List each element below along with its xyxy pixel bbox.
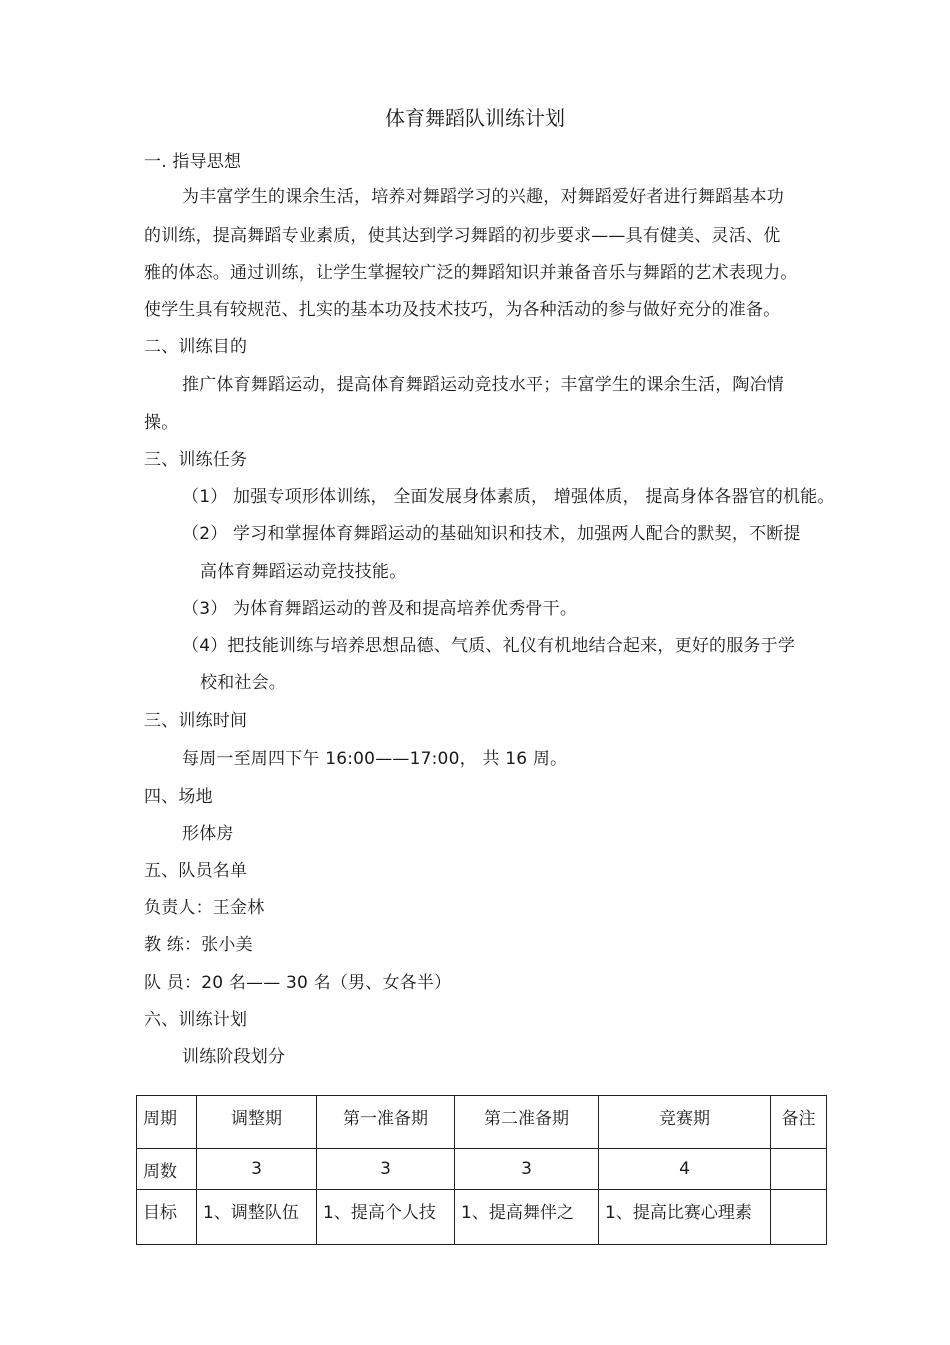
table-cell: 1、提高个人技 — [317, 1190, 455, 1245]
roster-leader: 负责人：王金林 — [144, 898, 265, 918]
paragraph-line: 推广体育舞蹈运动，提高体育舞蹈运动竞技水平；丰富学生的课余生活，陶冶情 — [182, 375, 784, 395]
table-cell: 竞赛期 — [599, 1096, 771, 1149]
roster-coach: 教 练：张小美 — [144, 935, 253, 955]
section-heading-training-tasks: 三、训练任务 — [144, 450, 248, 470]
table-cell: 1、调整队伍 — [197, 1190, 317, 1245]
task-item: （4）把技能训练与培养思想品德、气质、礼仪有机地结合起来，更好的服务于学 — [182, 636, 796, 656]
table-header-row — [137, 1096, 827, 1149]
table-cell: 目标 — [137, 1190, 197, 1245]
training-time-text: 每周一至周四下午 16:00——17:00， 共 16 周。 — [182, 749, 568, 769]
section-heading-roster: 五、队员名单 — [144, 861, 248, 881]
section-heading-guiding-ideology: 一. 指导思想 — [144, 152, 242, 172]
paragraph-line: 使学生具有较规范、扎实的基本功及技术技巧，为各种活动的参与做好充分的准备。 — [144, 300, 781, 320]
paragraph-line: 的训练，提高舞蹈专业素质，使其达到学习舞蹈的初步要求——具有健美、灵活、优 — [144, 226, 781, 246]
task-item: （3） 为体育舞蹈运动的普及和提高培养优秀骨干。 — [182, 599, 578, 619]
table-cell: 3 — [317, 1149, 455, 1190]
table-cell: 第一准备期 — [317, 1096, 455, 1149]
table-cell: 3 — [455, 1149, 599, 1190]
document-title: 体育舞蹈队训练计划 — [385, 106, 565, 130]
table-cell: 4 — [599, 1149, 771, 1190]
table-row — [137, 1190, 827, 1245]
training-phase-table — [136, 1095, 827, 1245]
table-cell — [771, 1149, 827, 1190]
table-cell: 备注 — [771, 1096, 827, 1149]
section-heading-training-plan: 六、训练计划 — [144, 1010, 248, 1030]
task-item-continuation: 高体育舞蹈运动竞技技能。 — [200, 562, 407, 582]
paragraph-line: 为丰富学生的课余生活，培养对舞蹈学习的兴趣，对舞蹈爱好者进行舞蹈基本功 — [182, 187, 784, 207]
section-heading-training-purpose: 二、训练目的 — [144, 337, 248, 357]
training-phase-subheading: 训练阶段划分 — [182, 1047, 286, 1067]
task-item-continuation: 校和社会。 — [200, 673, 286, 693]
task-item: （2） 学习和掌握体育舞蹈运动的基础知识和技术，加强两人配合的默契，不断提 — [182, 524, 801, 544]
table-row — [137, 1149, 827, 1190]
table-cell — [771, 1190, 827, 1245]
section-heading-training-time: 三、训练时间 — [144, 711, 248, 731]
task-item: （1） 加强专项形体训练， 全面发展身体素质， 增强体质， 提高身体各器官的机能。 — [182, 487, 835, 507]
table-cell: 1、提高舞伴之 — [455, 1190, 599, 1245]
table-cell: 周期 — [137, 1096, 197, 1149]
table-cell: 第二准备期 — [455, 1096, 599, 1149]
table-cell: 调整期 — [197, 1096, 317, 1149]
section-heading-venue: 四、场地 — [144, 787, 213, 807]
table-cell: 3 — [197, 1149, 317, 1190]
table-cell: 1、提高比赛心理素 — [599, 1190, 771, 1245]
paragraph-line: 操。 — [144, 413, 179, 433]
table-cell: 周数 — [137, 1149, 197, 1190]
paragraph-line: 雅的体态。通过训练，让学生掌握较广泛的舞蹈知识并兼备音乐与舞蹈的艺术表现力。 — [144, 263, 798, 283]
roster-members: 队 员：20 名—— 30 名（男、女各半） — [144, 973, 452, 993]
venue-text: 形体房 — [182, 824, 234, 844]
